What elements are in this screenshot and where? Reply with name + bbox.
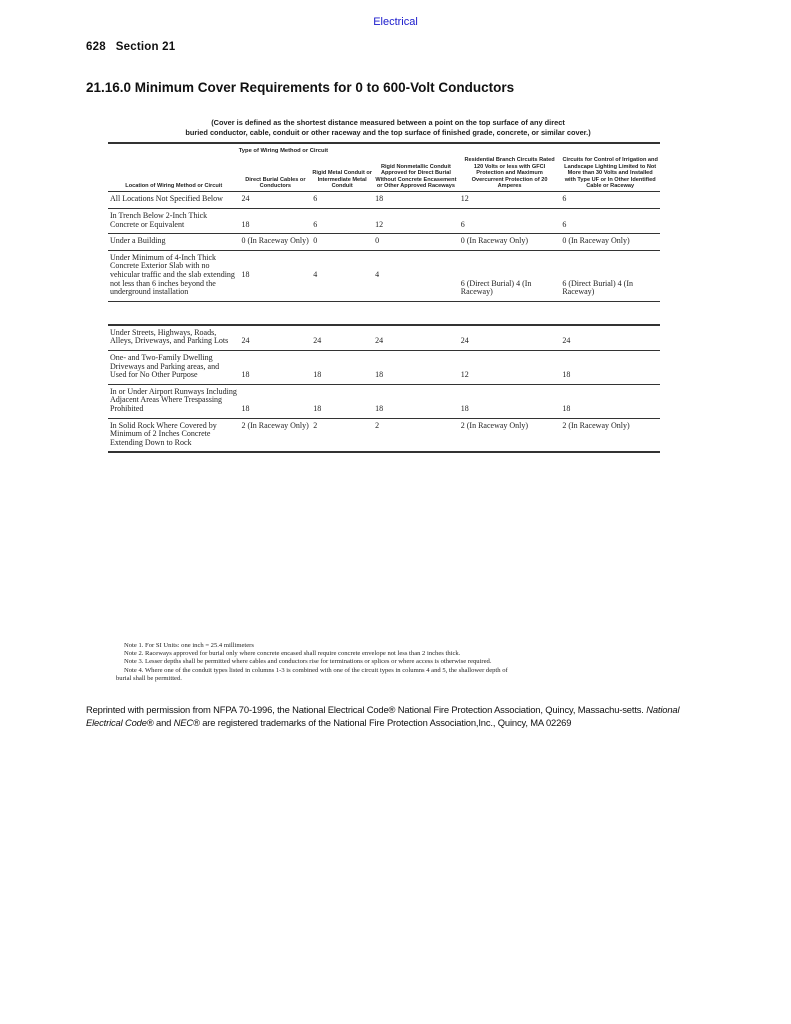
value-cell: 2 (In Raceway Only) bbox=[459, 418, 561, 452]
location-cell: Under a Building bbox=[108, 234, 239, 251]
value-cell: 24 bbox=[560, 325, 660, 351]
value-cell: 2 bbox=[311, 418, 373, 452]
caption-line-2: buried conductor, cable, conduit or other raceway and the top surface of finished grade, concrete, or similar cover.) bbox=[185, 128, 591, 137]
value-cell: 6 (Direct Burial) 4 (In Raceway) bbox=[459, 250, 561, 301]
value-cell: 0 bbox=[373, 234, 459, 251]
reprint-text: and bbox=[153, 716, 174, 728]
value-cell: 2 bbox=[373, 418, 459, 452]
value-cell: 6 bbox=[311, 209, 373, 234]
value-cell: 24 bbox=[239, 192, 311, 209]
value-cell: 2 (In Raceway Only) bbox=[560, 418, 660, 452]
cover-requirements-table bbox=[108, 142, 660, 453]
column-header: Rigid Nonmetallic Conduit Approved for Direct Burial Without Concrete Encasement or Other Approved Raceways bbox=[373, 156, 459, 192]
reprint-italic-nec: National Electrical Code® bbox=[86, 704, 680, 728]
electrical-link[interactable]: Electrical bbox=[373, 16, 418, 28]
value-cell: 18 bbox=[373, 350, 459, 384]
value-cell: 12 bbox=[459, 192, 561, 209]
value-cell: 18 bbox=[459, 384, 561, 418]
note-4: Note 4. Where one of the conduit types listed in columns 1-3 is combined with one of the circuit types in columns 4 and 5, the shallower depth of bbox=[124, 666, 508, 674]
value-cell: 6 bbox=[311, 192, 373, 209]
table-row bbox=[108, 250, 660, 301]
value-cell: 18 bbox=[239, 384, 311, 418]
value-cell: 18 bbox=[239, 350, 311, 384]
value-cell: 0 (In Raceway Only) bbox=[459, 234, 561, 251]
value-cell: 4 bbox=[373, 250, 459, 301]
value-cell: 24 bbox=[311, 325, 373, 351]
location-cell: In Solid Rock Where Covered by Minimum of 2 Inches Concrete Extending Down to Rock bbox=[108, 418, 239, 452]
value-cell: 18 bbox=[373, 384, 459, 418]
table-row bbox=[108, 350, 660, 384]
location-cell: Under Streets, Highways, Roads, Alleys, Driveways, and Parking Lots bbox=[108, 325, 239, 351]
page-header bbox=[86, 41, 185, 53]
reprint-notice bbox=[86, 704, 712, 729]
value-cell: 24 bbox=[373, 325, 459, 351]
column-header: Rigid Metal Conduit or Intermediate Metal Conduit bbox=[311, 156, 373, 192]
section-title: 21.16.0 Minimum Cover Requirements for 0 to 600-Volt Conductors bbox=[86, 80, 515, 95]
value-cell: 12 bbox=[459, 350, 561, 384]
value-cell: 18 bbox=[239, 250, 311, 301]
column-header: Circuits for Control of Irrigation and Landscape Lighting Limited to Not More than 30 Volts and Installed with Type UF or In Other Identified Cable or Raceway bbox=[560, 156, 660, 192]
reprint-text: are registered trademarks of the National Fire Protection Association,Inc., Quincy, MA 02269 bbox=[199, 716, 572, 728]
table-row bbox=[108, 418, 660, 452]
value-cell: 18 bbox=[373, 192, 459, 209]
value-cell: 0 (In Raceway Only) bbox=[239, 234, 311, 251]
column-header: Direct Burial Cables or Conductors bbox=[239, 156, 311, 192]
value-cell: 24 bbox=[459, 325, 561, 351]
value-cell: 2 (In Raceway Only) bbox=[239, 418, 311, 452]
value-cell: 18 bbox=[560, 384, 660, 418]
reprint-text: Reprinted with permission from NFPA 70-1996, the National Electrical Code® National Fire Protection Association, Quincy, Massachu-setts. bbox=[86, 704, 647, 715]
value-cell: 18 bbox=[311, 384, 373, 418]
table-notes bbox=[116, 642, 676, 683]
value-cell: 4 bbox=[311, 250, 373, 301]
note-3: Note 3. Lesser depths shall be permitted where cables and conductors rise for terminations or splices or where access is otherwise required. bbox=[124, 658, 492, 666]
location-cell: All Locations Not Specified Below bbox=[108, 192, 239, 209]
location-cell: Under Minimum of 4-Inch Thick Concrete Exterior Slab with no vehicular traffic and the slab extending not less than 6 inches beyond the underground installation bbox=[108, 250, 239, 301]
caption-line-1: (Cover is defined as the shortest distance measured between a point on the top surface of any direct bbox=[211, 118, 565, 127]
table-caption bbox=[108, 118, 668, 138]
value-cell: 18 bbox=[560, 350, 660, 384]
location-cell: In Trench Below 2-Inch Thick Concrete or Equivalent bbox=[108, 209, 239, 234]
section-label: Section 21 bbox=[115, 41, 176, 53]
value-cell: 0 (In Raceway Only) bbox=[560, 234, 660, 251]
value-cell: 18 bbox=[239, 209, 311, 234]
column-header: Location of Wiring Method or Circuit bbox=[108, 156, 239, 192]
table-row bbox=[108, 234, 660, 251]
group-header: Type of Wiring Method or Circuit bbox=[238, 148, 329, 154]
value-cell: 6 bbox=[459, 209, 561, 234]
page-number: 628 bbox=[86, 41, 106, 53]
cover-requirements-figure bbox=[86, 118, 706, 682]
value-cell: 24 bbox=[239, 325, 311, 351]
value-cell: 12 bbox=[373, 209, 459, 234]
value-cell: 6 bbox=[560, 192, 660, 209]
location-cell: One- and Two-Family Dwelling Driveways and Parking areas, and Used for No Other Purpose bbox=[108, 350, 239, 384]
value-cell: 18 bbox=[311, 350, 373, 384]
reprint-italic-abbrev: NEC® bbox=[173, 716, 200, 728]
table-row bbox=[108, 325, 660, 351]
note-4-continuation: burial shall be permitted. bbox=[116, 674, 182, 682]
note-2: Note 2. Raceways approved for burial only where concrete encased shall require concrete envelope not less than 2 inches thick. bbox=[124, 650, 461, 658]
value-cell: 6 bbox=[560, 209, 660, 234]
location-cell: In or Under Airport Runways Including Adjacent Areas Where Trespassing Prohibited bbox=[108, 384, 239, 418]
value-cell: 0 bbox=[311, 234, 373, 251]
table-row bbox=[108, 209, 660, 234]
column-header: Residential Branch Circuits Rated 120 Volts or less with GFCI Protection and Maximum Overcurrent Protection of 20 Amperes bbox=[459, 156, 561, 192]
table-row bbox=[108, 192, 660, 209]
table-row bbox=[108, 384, 660, 418]
value-cell: 6 (Direct Burial) 4 (In Raceway) bbox=[560, 250, 660, 301]
note-1: Note 1. For SI Units: one inch = 25.4 millimeters bbox=[124, 642, 254, 649]
